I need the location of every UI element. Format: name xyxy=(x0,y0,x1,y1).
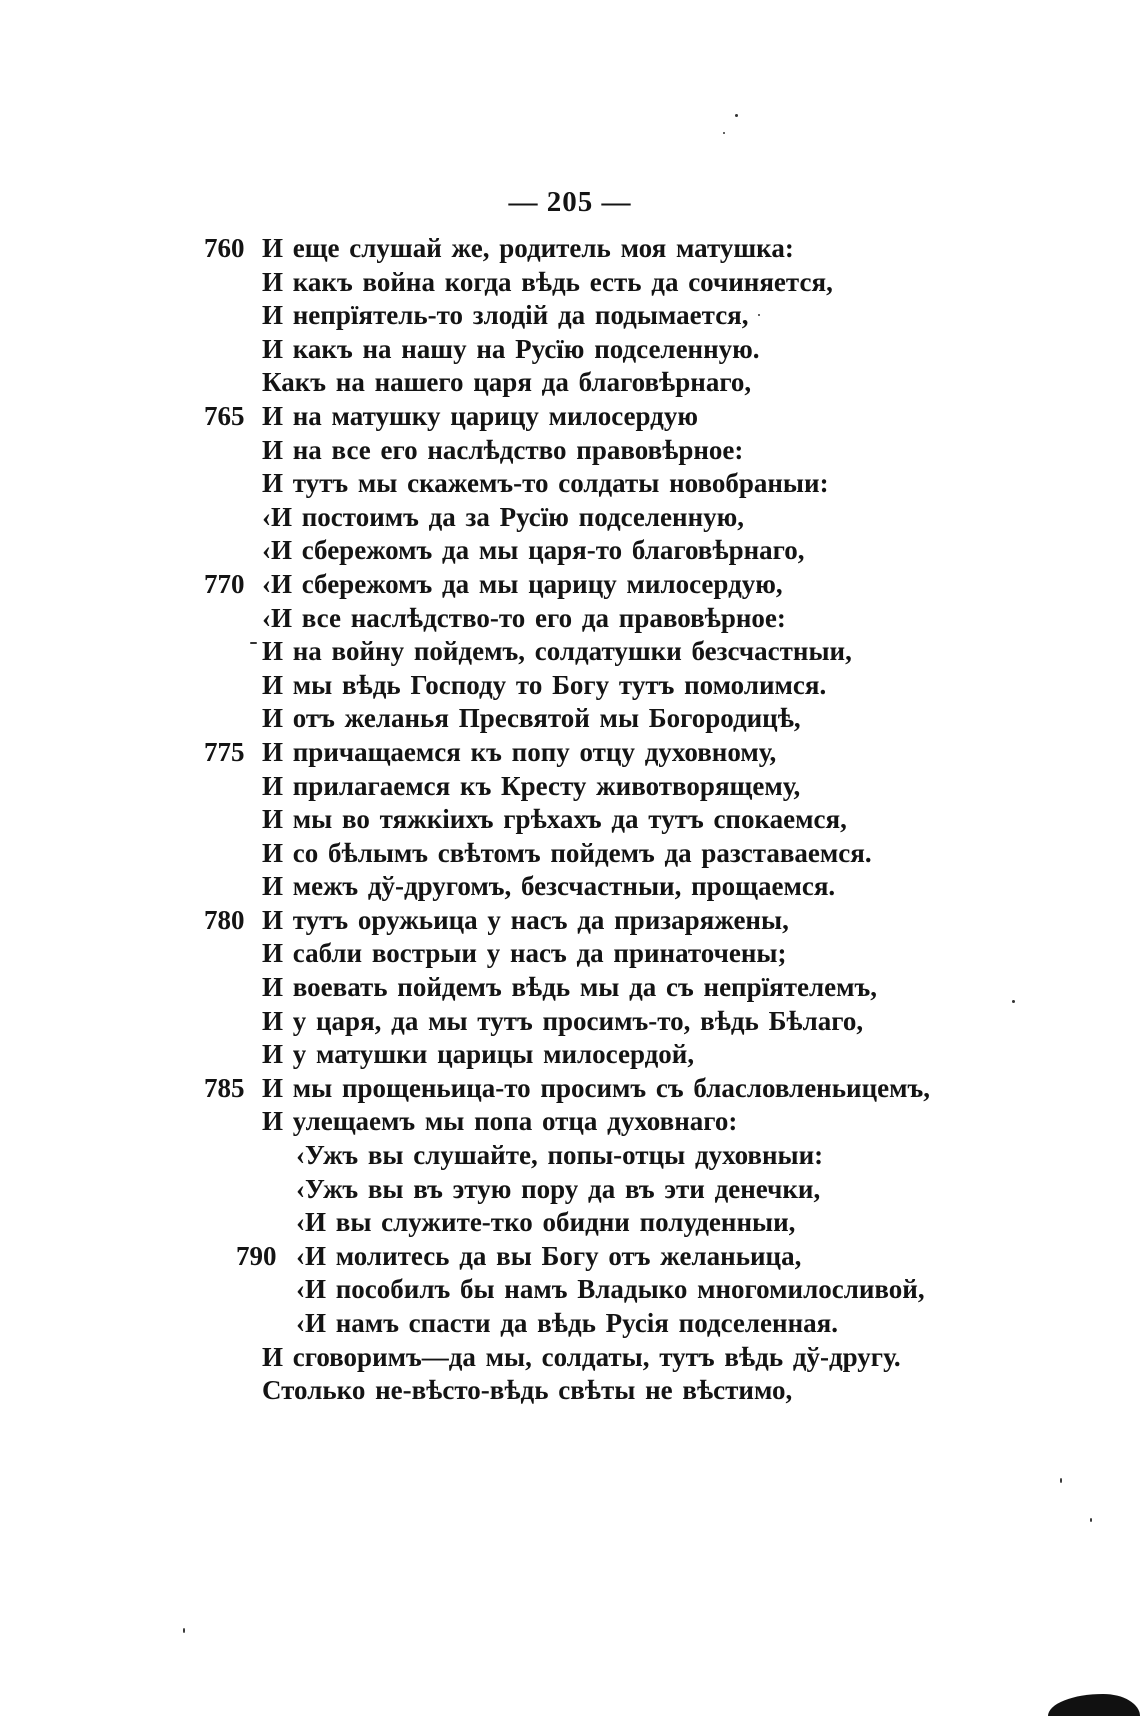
ink-speck xyxy=(758,314,760,316)
verse-line xyxy=(0,534,1140,568)
verse-line xyxy=(0,736,1140,770)
verse-line xyxy=(0,1240,1140,1274)
line-number: 780 xyxy=(204,904,245,935)
line-text: И сабли вострыи у насъ да принаточены; xyxy=(262,938,787,969)
verse-line xyxy=(0,366,1140,400)
verse-line xyxy=(0,1173,1140,1207)
line-number: 765 xyxy=(204,400,245,431)
verse-line xyxy=(0,870,1140,904)
line-text: И причащаемся къ попу отцу духовному, xyxy=(262,736,777,767)
verse-line xyxy=(0,702,1140,736)
verse-line xyxy=(0,1341,1140,1375)
line-text: И прилагаемся къ Кресту животворящему, xyxy=(262,770,801,801)
line-text: И со бѣлымъ свѣтомъ пойдемъ да разставаемся. xyxy=(262,837,872,868)
line-number: 770 xyxy=(204,568,245,599)
line-text: И сговоримъ—да мы, солдаты, тутъ вѣдь дў-другу. xyxy=(262,1341,901,1372)
ink-speck xyxy=(723,132,725,134)
verse-line xyxy=(0,1273,1140,1307)
line-text: ‹И вы служите-тко обидни полуденныи, xyxy=(296,1207,796,1238)
line-text: И на войну пойдемъ, солдатушки безсчастныи, xyxy=(262,636,852,667)
ink-speck xyxy=(1012,1000,1015,1003)
verse-line xyxy=(0,467,1140,501)
verse-line xyxy=(0,232,1140,266)
line-text: И тутъ мы скажемъ-то солдаты новобраныи: xyxy=(262,468,829,499)
line-text: И мы во тяжкіихъ грѣхахъ да тутъ спокаемся, xyxy=(262,804,847,835)
verse-line xyxy=(0,803,1140,837)
verse-line xyxy=(0,1206,1140,1240)
verse-line xyxy=(0,333,1140,367)
verse-line xyxy=(0,1072,1140,1106)
line-text: И тутъ оружьица у насъ да призаряжены, xyxy=(262,904,789,935)
line-text: И еще слушай же, родитель моя матушка: xyxy=(262,233,794,263)
ink-speck xyxy=(250,642,257,644)
verse-line xyxy=(0,669,1140,703)
line-text: ‹И все наслѣдство-то его да правовѣрное: xyxy=(262,602,786,633)
line-text: ‹И пособилъ бы намъ Владыко многомилосливой, xyxy=(296,1274,925,1305)
verse-line xyxy=(0,1374,1140,1408)
verse-line xyxy=(0,1139,1140,1173)
ink-blot xyxy=(1048,1694,1140,1716)
verse-line xyxy=(0,904,1140,938)
line-text: И мы прощеньица-то просимъ съ бласловленьицемъ, xyxy=(262,1072,930,1103)
line-text: ‹И сбережомъ да мы царя-то благовѣрнаго, xyxy=(262,535,805,566)
ink-speck xyxy=(1090,1518,1092,1522)
line-number: 775 xyxy=(204,736,245,767)
line-text: ‹И намъ спасти да вѣдь Русія подселенная. xyxy=(296,1308,838,1338)
line-text: И на все его наслѣдство правовѣрное: xyxy=(262,434,744,465)
page-number: — 205 — xyxy=(508,186,632,218)
verse-line xyxy=(0,400,1140,434)
line-text: И непрїятель-то злодій да подымается, xyxy=(262,300,749,331)
verse-line xyxy=(0,837,1140,871)
verse-line xyxy=(0,770,1140,804)
line-number: 790 xyxy=(236,1240,277,1271)
verse-line xyxy=(0,1307,1140,1341)
verse-line xyxy=(0,434,1140,468)
ink-speck xyxy=(1060,1478,1062,1483)
verse-line xyxy=(0,635,1140,669)
line-text: И у матушки царицы милосердой, xyxy=(262,1039,695,1070)
verse-block xyxy=(0,232,1140,1408)
verse-line xyxy=(0,1038,1140,1072)
line-text: И у царя, да мы тутъ просимъ-то, вѣдь Бѣлаго, xyxy=(262,1005,864,1036)
verse-line xyxy=(0,266,1140,300)
line-text: Какъ на нашего царя да благовѣрнаго, xyxy=(262,367,752,398)
line-text: И воевать пойдемъ вѣдь мы да съ непрїятелемъ, xyxy=(262,972,877,1003)
line-number: 760 xyxy=(204,233,245,263)
verse-line xyxy=(0,1105,1140,1139)
verse-line xyxy=(0,1005,1140,1039)
line-number: 785 xyxy=(204,1072,245,1103)
line-text: И улещаемъ мы попа отца духовнаго: xyxy=(262,1106,738,1137)
line-text: И межъ дў-другомъ, безсчастныи, прощаемся. xyxy=(262,871,836,902)
line-text: И какъ на нашу на Русїю подселенную. xyxy=(262,333,760,364)
ink-speck xyxy=(735,114,738,117)
line-text: ‹Ужъ вы въ этую пору да въ эти денечки, xyxy=(296,1173,821,1204)
verse-line xyxy=(0,971,1140,1005)
verse-line xyxy=(0,501,1140,535)
line-text: ‹И молитесь да вы Богу отъ желаньица, xyxy=(296,1240,802,1271)
verse-line xyxy=(0,602,1140,636)
line-text: ‹И постоимъ да за Русїю подселенную, xyxy=(262,501,745,532)
line-text: ‹И сбережомъ да мы царицу милосердую, xyxy=(262,568,783,599)
verse-line xyxy=(0,299,1140,333)
line-text: ‹Ужъ вы слушайте, попы-отцы духовныи: xyxy=(296,1140,824,1171)
ink-speck xyxy=(183,1628,185,1633)
verse-line xyxy=(0,937,1140,971)
verse-line xyxy=(0,568,1140,602)
line-text: И отъ желанья Пресвятой мы Богородицѣ, xyxy=(262,703,801,734)
line-text: И на матушку царицу милосердую xyxy=(262,400,698,431)
line-text: Столько не-вѣсто-вѣдь свѣты не вѣстимо, xyxy=(262,1375,793,1406)
line-text: И какъ война когда вѣдь есть да сочиняется, xyxy=(262,266,833,297)
line-text: И мы вѣдь Господу то Богу тутъ помолимся. xyxy=(262,669,827,700)
